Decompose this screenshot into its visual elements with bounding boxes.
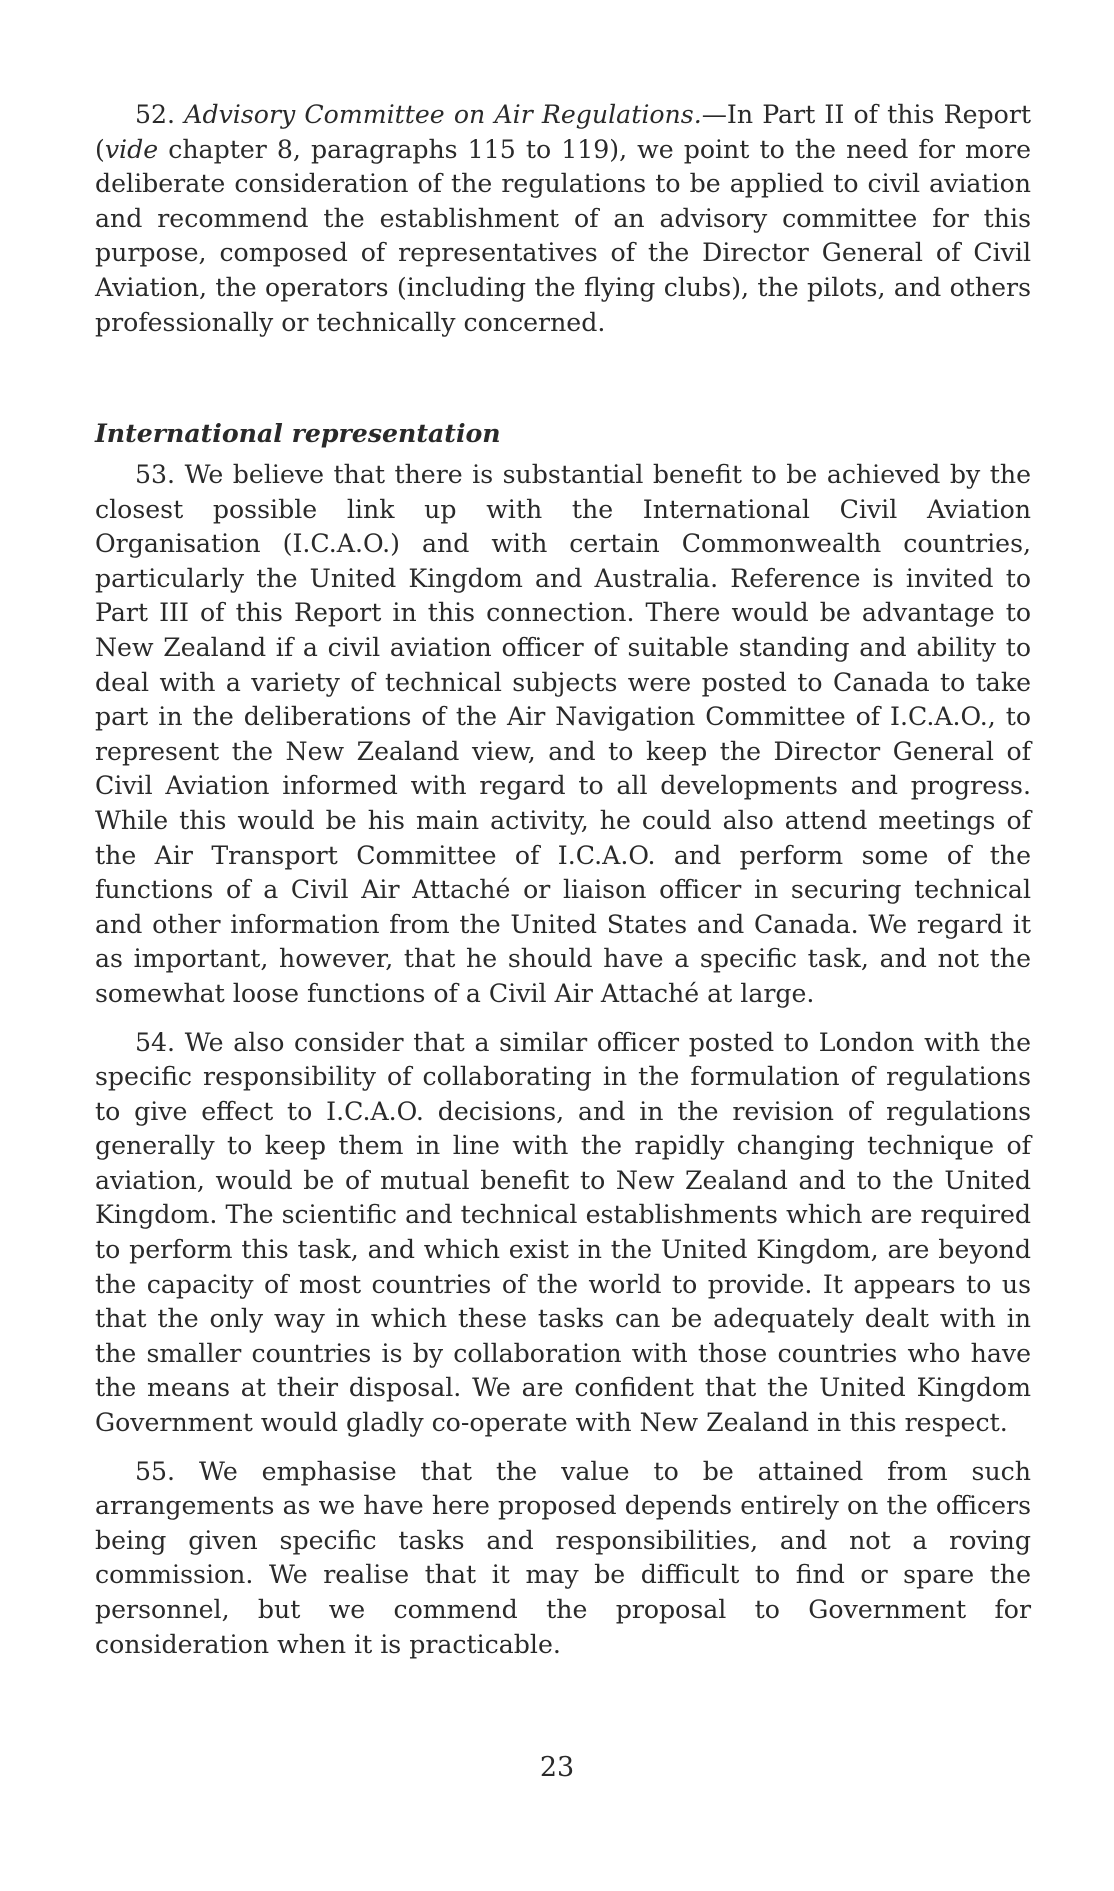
paragraph-53-text: We believe that there is substantial benefit to be achieved by the closest possible link up with the International Civil Aviation Organisation (I.C.A.O.) and with certain Commonwealth countries, particularly the United Kingdom and Australia. Reference is invited to Part III of this Report in this connection. There would be advantage to New Zealand if a civil aviation officer of suitable standing and ability to deal with a variety of technical subjects were posted to Canada to take part in the deliberations of the Air Navigation Committee of I.C.A.O., to represent the New Zealand view, and to keep the Director General of Civil Aviation informed with regard to all developments and progress. While this would be his main activity, he could also attend meetings of the Air Transport Committee of I.C.A.O. and perform some of the functions of a Civil Air Attaché or liaison officer in securing technical and other information from the United States and Canada. We regard it as important, however, that he should have a specific task, and not the somewhat loose functions of a Civil Air Attaché at large. [95, 460, 1031, 1008]
paragraph-54-text: We also consider that a similar officer posted to London with the specific responsibility of collaborating in the formulation of regulations to give effect to I.C.A.O. decisions, and in the revision of regulations generally to keep them in line with the rapidly changing technique of aviation, would be of mutual benefit to New Zealand and to the United Kingdom. The scientific and technical establishments which are required to perform this task, and which exist in the United Kingdom, are beyond the capacity of most countries of the world to provide. It appears to us that the only way in which these tasks can be adequately dealt with in the smaller countries is by collaboration with those countries who have the means at their disposal. We are confident that the United Kingdom Government would gladly co-operate with New Zealand in this respect. [95, 1027, 1031, 1438]
paragraph-52-text-a: —In Part II of this Report ( [95, 100, 1031, 164]
paragraph-52-number: 52. [135, 100, 176, 129]
paragraph-54-number: 54. [135, 1027, 176, 1057]
page-number: 23 [539, 1752, 575, 1783]
paragraph-52-body [95, 98, 1031, 340]
paragraph-53 [95, 458, 1031, 1012]
paragraph-55 [95, 1455, 1031, 1663]
paragraph-53-number: 53. [135, 460, 176, 489]
paragraph-52 [95, 98, 1031, 340]
paragraph-54 [95, 1026, 1031, 1441]
paragraph-55-number: 55. [135, 1456, 176, 1486]
paragraph-52-title: Advisory Committee on Air Regulations. [184, 100, 702, 129]
section-heading: International representation [95, 418, 501, 448]
paragraph-55-text: We emphasise that the value to be attained from such arrangements as we have here proposed depends entirely on the officers being given specific tasks and responsibilities, and not a roving commission. We realise that it may be difficult to find or spare the personnel, but we commend the proposal to Government for consideration when it is practicable. [95, 1456, 1031, 1659]
paragraph-52-text-b: chapter 8, paragraphs 115 to 119), we point to the need for more deliberate consideration of the regulations to be applied to civil aviation and recommend the establishment of an advisory committee for this purpose, composed of representatives of the Director General of Civil Aviation, the operators (including the flying clubs), the pilots, and others professionally or technically concerned. [95, 134, 1031, 337]
paragraphs-53-55 [95, 458, 1031, 1662]
paragraph-52-vide: vide [104, 134, 159, 164]
